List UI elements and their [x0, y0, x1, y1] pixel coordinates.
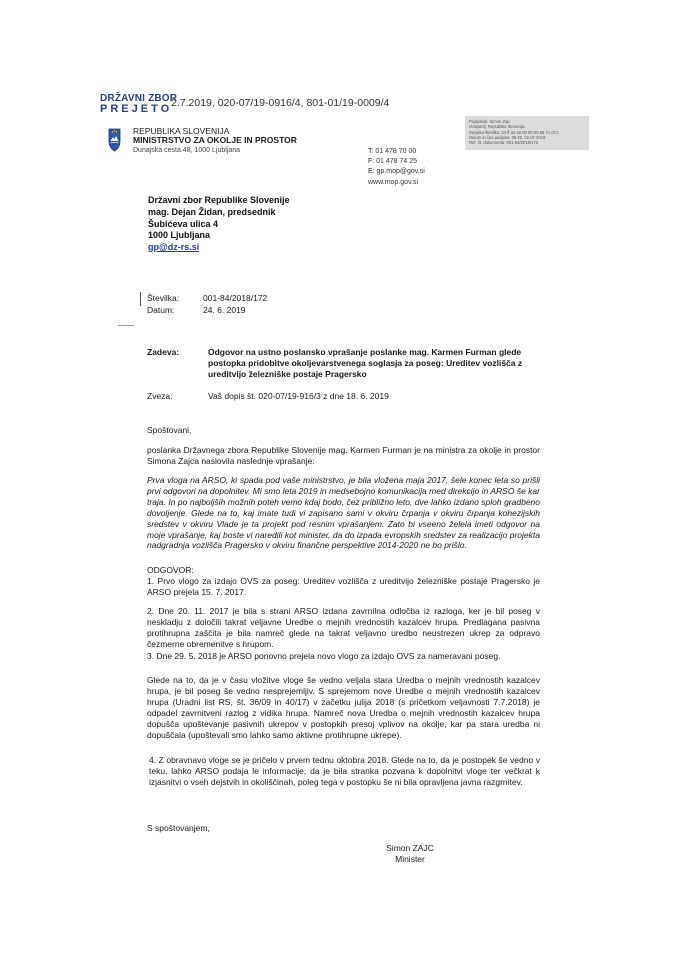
- signature-line: Serijska številka: 24 ff a4 a0 00 00 00 56 7c c0 c: [469, 129, 559, 135]
- recipient-address: [148, 195, 290, 254]
- answer-point-4: 4. Z obravnavo vloge se je pričelo v prvem tednu oktobra 2018. Glede na to, da je postopek še vedno v teku, lahko ARSO podaja le informacije, da je bila stranka pozvana k dopolnitvi vloge ter večkrat k izjasnitvi o vseh dejstvih in okoliščinah, poleg tega v postopku še ni bila opravljena javna razgrnitev.: [149, 755, 540, 787]
- ministry-contact: [368, 147, 425, 188]
- answer-point-3: 3. Dne 29. 5. 2018 je ARSO ponovno prejela novo vlogo za izdajo OVS za nameravani poseg.: [147, 651, 501, 661]
- signer-title: Minister: [395, 854, 425, 864]
- signer-block: [380, 843, 440, 865]
- ministry-country: REPUBLIKA SLOVENIJA: [133, 126, 230, 136]
- ministry-web: www.mop.gov.si: [368, 178, 419, 186]
- signature-line: Datum in čas podpisa: 09.30, 02.07.2019: [469, 134, 546, 140]
- number-label: Številka:: [147, 293, 180, 303]
- signature-line: Ref. št. dokumenta: 001-84/2018/172: [469, 140, 539, 146]
- ministry-phone: T: 01 478 70 00: [368, 148, 417, 155]
- answer-point-1: 1. Prvo vlogo za izdajo OVS za poseg: Ureditev vozlišča z ureditvijo železniške postaje Pragersko je ARSO prejela 15. 7. 2017.: [147, 576, 540, 597]
- date-value: 24. 6. 2019: [203, 305, 246, 315]
- number-value: 001-84/2018/172: [203, 293, 268, 303]
- ministry-email: E: gp.mop@gov.si: [368, 168, 425, 176]
- signature-line: Podpisnik: Simon Zajc: [469, 119, 511, 124]
- recipient-line: Državni zbor Republike Slovenije: [148, 195, 290, 205]
- closing: S spoštovanjem,: [147, 823, 210, 833]
- digital-signature-box: [465, 116, 589, 150]
- intro-paragraph: poslanka Državnega zbora Republike Slovenije mag. Karmen Furman je na ministra za okolje in prostor Simona Zajca naslovila naslednje vprašanje:: [147, 445, 540, 466]
- answer-heading: ODGOVOR:: [147, 565, 194, 575]
- stamp-reference: 2.7.2019, 020-07/19-0916/4, 801-01/19-0009/4: [171, 97, 390, 109]
- subject-text: Odgovor na ustno poslansko vprašanje poslanke mag. Karmen Furman glede postopka pridobitve okoljevarstvenega soglasja za poseg: Ureditev vozlišča z ureditvijo železniške postaje Pragersko: [208, 347, 523, 380]
- coat-of-arms-icon: [108, 128, 121, 152]
- signature-line: Izdajatelj: Republika Slovenija: [469, 124, 525, 130]
- ministry-address: Dunajska cesta 48, 1000 Ljubljana: [133, 147, 241, 154]
- stamp-title: DRŽAVNI ZBOR: [100, 93, 178, 104]
- recipient-line: mag. Dejan Židan, predsednik: [148, 206, 276, 217]
- fold-mark: [118, 325, 134, 326]
- connection-label: Zveza:: [147, 391, 173, 401]
- signer-name: Simon ZAJC: [386, 843, 434, 853]
- ministry-fax: F: 01 478 74 25: [368, 158, 418, 166]
- answer-point-2: 2. Dne 20. 11. 2017 je bila s strani ARSO izdana zavrnilna odločba iz razloga, ker je bil poseg v neskladju z določili takrat veljavne Uredbe o mejnih vrednostih kazalcev hrupa. Predlagana pasivna protihrupna zaščita je bila namreč glede na takrat veljavno uredbo neustrezen ukrep za odpravo čezmerne obremenitve s hrupom.: [147, 606, 540, 649]
- reference-marker: [140, 292, 141, 306]
- connection-text: Vaš dopis št. 020-07/19-916/3 z dne 18. 6. 2019: [208, 391, 389, 401]
- ministry-name: MINISTRSTVO ZA OKOLJE IN PROSTOR: [133, 135, 297, 145]
- stamp-received: PREJETO: [100, 103, 173, 115]
- subject-label: Zadeva:: [147, 347, 180, 357]
- greeting: Spoštovani,: [147, 425, 192, 435]
- answer-explanation: Glede na to, da je v času vložitve vloge še vedno veljala stara Uredba o mejnih vrednostih kazalcev hrupa, je bil poseg še vedno nesprejemljiv. S sprejemom nove Uredbe o mejnih vrednostih kazalcev hrupa (Uradni list RS, št. 36/09 in 40/17) v začetku julija 2018 (s pričetkom veljavnosti 7.7.2018) je odpadel zavrnitveni razlog z vidika hrupa. Namreč nova Uredba o mejnih vrednostih kazalcev hrupa dopušča upoštevanje pasivnih ukrepov v postopkih presoj vplivov na okolje, kar pa stara uredba ni dopuščala (upoštevali smo lahko samo aktivne protihrupne ukrepe).: [147, 675, 540, 740]
- question-paragraph: Prva vloga na ARSO, ki spada pod vaše ministrstvo, je bila vložena maja 2017, šele konec leta so prišli prvi odgovori na dopolnitev. Mi smo leta 2019 in medsebojno komunikacija med direkcijo in ARSO še kar traja. In po najboljših možnih poteh vemo kdaj bodo, čez približno leto, dve lahko izdano sploh gradbeno dovoljenje. Glede na to, kaj imate tudi vi zapisano sami v okviru črpanja v okviru črpanja kohezijskih sredstev v okviru Vlade je ta projekt pod resnim vprašanjem. Zato bi vseeno želela imeti odgovor na moje vprašanje, kaj boste vi naredili kot minister, da do izpada evropskih sredstev za realizacijo projekta nadgradnja vozlišča Pragersko v okviru finančne perspektive 2014-2020 ne bo prišlo.: [147, 475, 540, 551]
- recipient-line: Šubićeva ulica 4: [148, 218, 219, 229]
- date-label: Datum:: [147, 305, 175, 315]
- recipient-email-link[interactable]: gp@dz-rs.si: [148, 242, 200, 253]
- recipient-line: 1000 Ljubljana: [148, 230, 211, 241]
